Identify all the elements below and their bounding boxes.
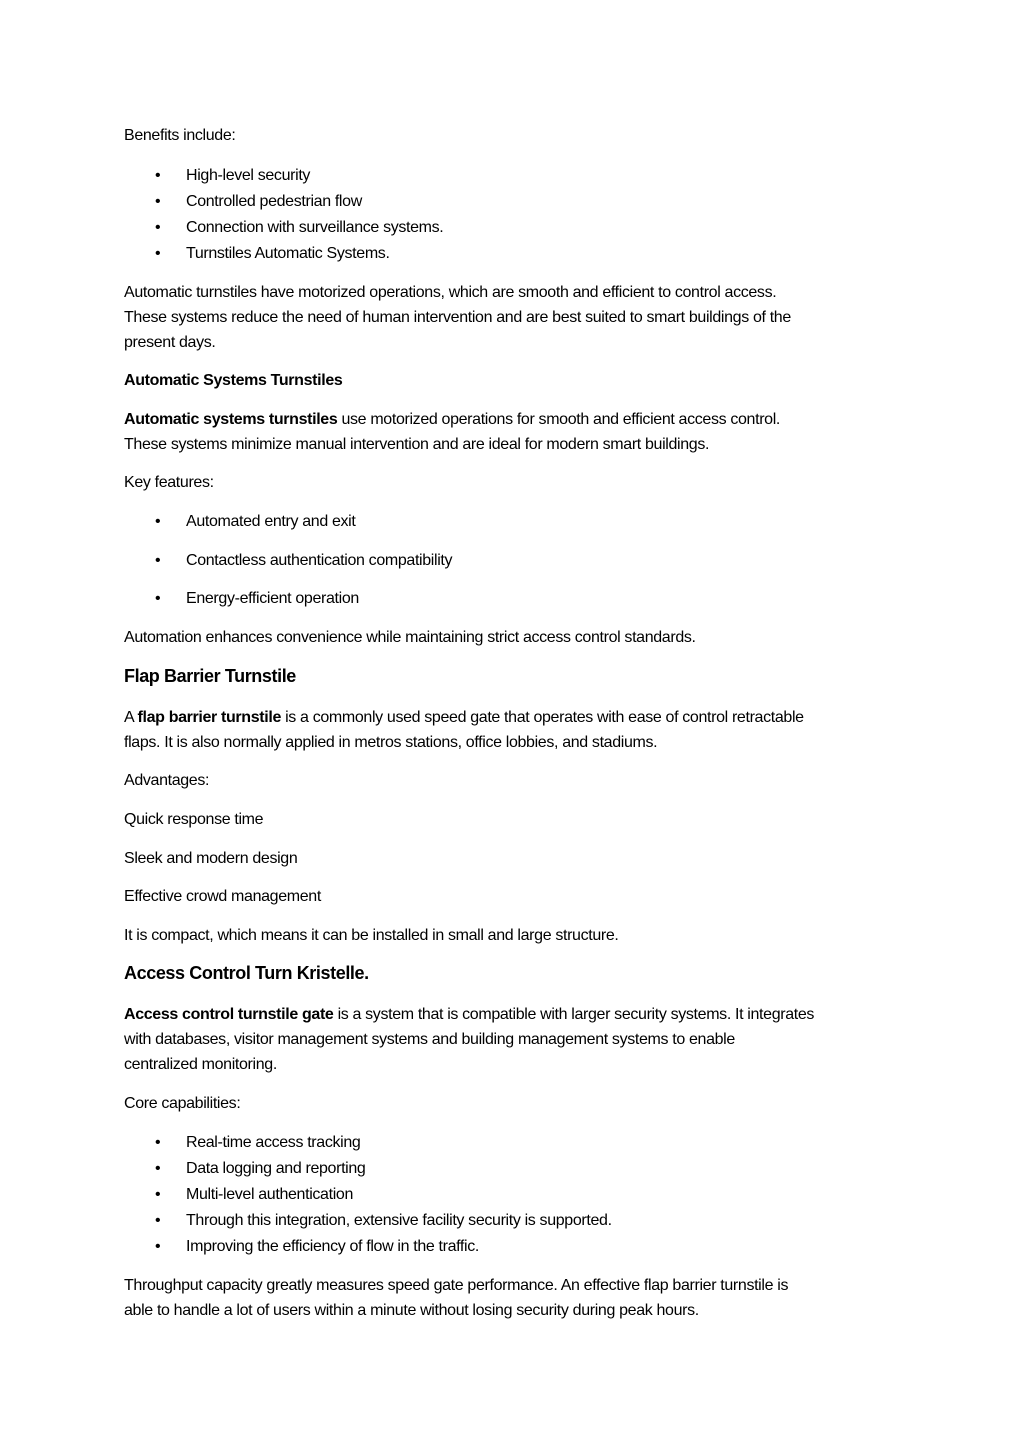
list-item: Automated entry and exit	[186, 513, 356, 530]
bullet-icon: •	[155, 167, 161, 184]
section-heading: Flap Barrier Turnstile	[124, 666, 296, 686]
paragraph-text: use motorized operations for smooth and efficient access control.	[337, 411, 781, 428]
paragraph-line: Throughput capacity greatly measures speed gate performance. An effective flap barrier turnstile is	[124, 1277, 789, 1294]
bullet-icon: •	[155, 513, 161, 530]
paragraph-line: present days.	[124, 334, 216, 351]
list-item: Real-time access tracking	[186, 1134, 361, 1151]
advantage-item: Sleek and modern design	[124, 850, 298, 867]
paragraph-line: Automation enhances convenience while maintaining strict access control standards.	[124, 629, 696, 646]
paragraph-line: These systems reduce the need of human intervention and are best suited to smart buildings of the	[124, 309, 791, 326]
list-item: Improving the efficiency of flow in the traffic.	[186, 1238, 479, 1255]
bullet-icon: •	[155, 245, 161, 262]
benefits-intro: Benefits include:	[124, 127, 236, 144]
bullet-icon: •	[155, 1212, 161, 1229]
paragraph-line: centralized monitoring.	[124, 1056, 277, 1073]
section-heading: Access Control Turn Kristelle.	[124, 963, 369, 983]
paragraph-text: A	[124, 709, 138, 726]
list-item: Multi-level authentication	[186, 1186, 353, 1203]
bullet-icon: •	[155, 219, 161, 236]
bullet-icon: •	[155, 1134, 161, 1151]
advantage-item: Quick response time	[124, 811, 264, 828]
features-intro: Key features:	[124, 474, 214, 491]
list-item: Energy-efficient operation	[186, 590, 359, 607]
bullet-icon: •	[155, 552, 161, 569]
list-item: Through this integration, extensive facility security is supported.	[186, 1212, 612, 1229]
paragraph-line: with databases, visitor management systems and building management systems to enable	[124, 1031, 735, 1048]
bold-term: flap barrier turnstile	[137, 709, 281, 726]
paragraph-line	[124, 407, 780, 432]
advantages-intro: Advantages:	[124, 772, 210, 789]
list-item: Controlled pedestrian flow	[186, 193, 362, 210]
paragraph-line	[124, 1002, 814, 1027]
list-item: Data logging and reporting	[186, 1160, 366, 1177]
bullet-icon: •	[155, 1160, 161, 1177]
section-subheading: Automatic Systems Turnstiles	[124, 372, 343, 389]
bold-term: Access control turnstile gate	[124, 1006, 334, 1023]
list-item: Contactless authentication compatibility	[186, 552, 453, 569]
bold-term: Automatic systems turnstiles	[124, 411, 338, 428]
paragraph-line	[124, 705, 804, 730]
bullet-icon: •	[155, 1186, 161, 1203]
capabilities-intro: Core capabilities:	[124, 1095, 241, 1112]
list-item: Turnstiles Automatic Systems.	[186, 245, 390, 262]
bullet-icon: •	[155, 193, 161, 210]
paragraph-text: is a system that is compatible with larger security systems. It integrates	[333, 1006, 815, 1023]
bullet-icon: •	[155, 1238, 161, 1255]
advantage-item: Effective crowd management	[124, 888, 321, 905]
list-item: Connection with surveillance systems.	[186, 219, 444, 236]
paragraph-line: flaps. It is also normally applied in metros stations, office lobbies, and stadiums.	[124, 734, 658, 751]
paragraph-text: is a commonly used speed gate that operates with ease of control retractable	[281, 709, 804, 726]
paragraph-line: These systems minimize manual intervention and are ideal for modern smart buildings.	[124, 436, 710, 453]
bullet-icon: •	[155, 590, 161, 607]
paragraph-line: It is compact, which means it can be installed in small and large structure.	[124, 927, 619, 944]
paragraph-line: able to handle a lot of users within a minute without losing security during peak hours.	[124, 1302, 699, 1319]
list-item: High-level security	[186, 167, 311, 184]
paragraph-line: Automatic turnstiles have motorized operations, which are smooth and efficient to control access.	[124, 284, 777, 301]
